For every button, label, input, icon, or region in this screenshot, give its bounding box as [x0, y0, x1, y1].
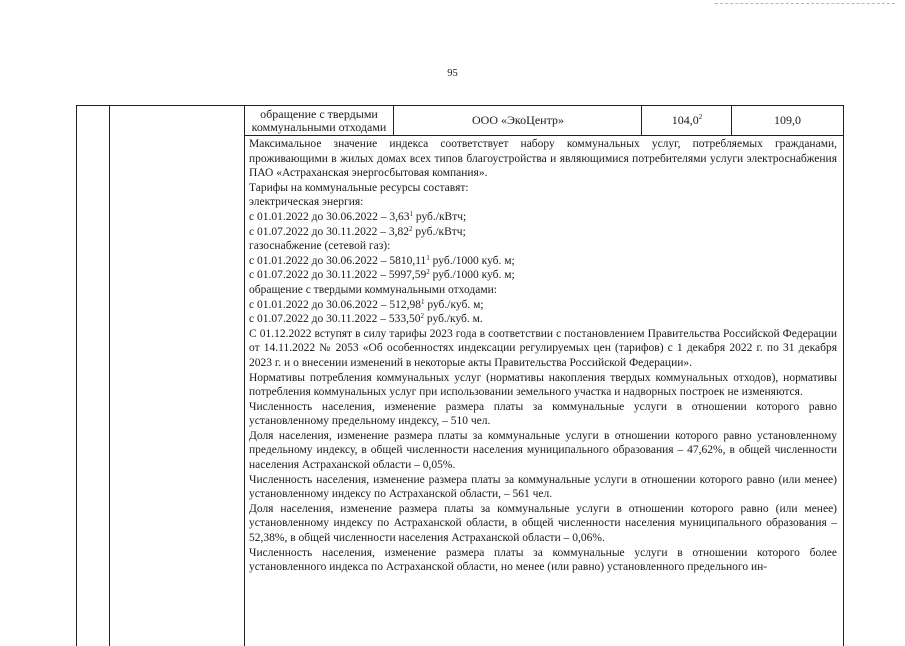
- paragraph-electricity-heading: электрическая энергия:: [249, 196, 364, 209]
- page-number: 95: [447, 68, 458, 79]
- column-divider: [244, 106, 245, 646]
- tariff-line: с 01.01.2022 до 30.06.2022 – 3,63$^1$ руб./кВтч;: [249, 209, 467, 223]
- service-cell: обращение с твердыми коммунальными отходами: [251, 106, 387, 134]
- tariff-first-half-value: 104,0: [671, 113, 699, 127]
- column-divider: [109, 106, 110, 646]
- tariff-first-half-cell: 104,0 $^2$: [641, 106, 732, 135]
- paragraph-2023-tariffs: С 01.12.2022 вступят в силу тарифы 2023 года в соответствии с постановлением Правительства Российской Федерации от 14.11.2022 № 2053 «Об особенностях индексации регулируемых цен (тарифов) с 1 декабря 2022 г. по 31 декабря 2023 г. и о внесении изменений в некоторые акты Правительства Российской Федерации».: [249, 327, 837, 369]
- paragraph-waste-heading: обращение с твердыми коммунальными отходами:: [249, 283, 497, 296]
- scan-artifact-line: [715, 3, 895, 5]
- tariff-line: с 01.07.2022 до 30.11.2022 – 533,50$^2$ руб./куб. м.: [249, 312, 483, 326]
- paragraph-gas-heading: газоснабжение (сетевой газ):: [249, 240, 391, 253]
- paragraph-share-equal: Доля населения, изменение размера платы за коммунальные услуги в отношении которого равно установленному предельному индексу, в общей численности населения муниципального образования – 47,62%, в общей численности населения Астраханской области – 0,05%.: [249, 429, 837, 472]
- paragraph-population-less: Численность населения, изменение размера платы за коммунальные услуги в отношении которого равно (или менее) установленному индексу по Астраханской области, – 561 чел.: [249, 473, 837, 501]
- paragraph-tariffs-heading: Тарифы на коммунальные ресурсы составят:: [249, 181, 469, 194]
- provider-cell: ООО «ЭкоЦентр»: [393, 106, 642, 135]
- paragraph-index-note: Максимальное значение индекса соответствует набору коммунальных услуг, потребляемых гражданами, проживающими в жилых домах всех типов благоустройства и являющимися потребителями услуги электроснабжения ПАО «Астраханская энергосбытовая компания».: [249, 138, 837, 180]
- tariff-line: с 01.07.2022 до 30.11.2022 – 3,82$^2$ руб./кВтч;: [249, 224, 466, 238]
- paragraph-norms: Нормативы потребления коммунальных услуг (нормативы накопления твердых коммунальных отходов), нормативы потребления коммунальных услуг при использовании земельного участка и надворных построек не изменяются.: [249, 371, 837, 399]
- explanatory-text: [249, 137, 837, 575]
- tariff-line: с 01.01.2022 до 30.06.2022 – 5810,11$^1$ руб./1000 куб. м;: [249, 253, 515, 267]
- table-frame: [76, 105, 844, 646]
- table-row: [245, 106, 843, 136]
- tariff-line: с 01.01.2022 до 30.06.2022 – 512,98$^1$ руб./куб. м;: [249, 297, 484, 311]
- tariff-second-half-cell: 109,0: [731, 106, 843, 135]
- paragraph-population-more: Численность населения, изменение размера платы за коммунальные услуги в отношении которого более установленного индекса по Астраханской области, но менее (или равно) установленного предельного ин-: [249, 546, 837, 574]
- paragraph-share-less: Доля населения, изменение размера платы за коммунальные услуги в отношении которого равно (или менее) установленному индексу по Астраханской области, в общей численности населения муниципального образования – 52,38%, в общей численности населения Астраханской области – 0,06%.: [249, 502, 837, 545]
- paragraph-population-equal: Численность населения, изменение размера платы за коммунальные услуги в отношении которого равно установленному предельному индексу, – 510 чел.: [249, 400, 837, 428]
- tariff-line: с 01.07.2022 до 30.11.2022 – 5997,59$^2$ руб./1000 куб. м;: [249, 268, 515, 282]
